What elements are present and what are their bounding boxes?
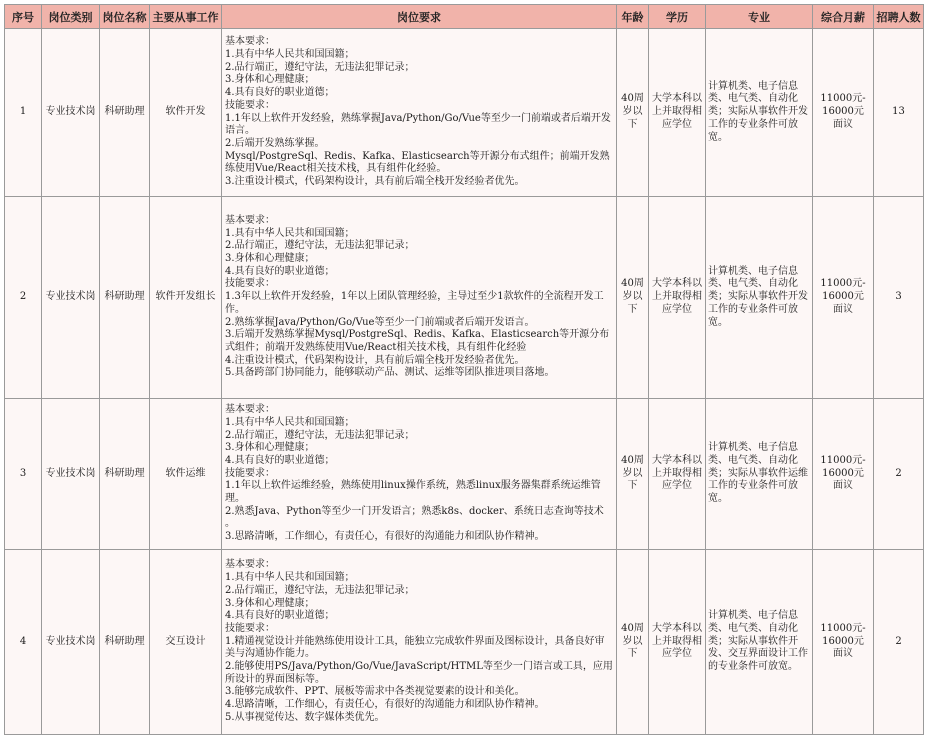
requirement-line: 3.注重设计模式，代码架构设计，具有前后端全栈开发经验者优先。	[225, 176, 525, 188]
header-major: 专业	[706, 5, 813, 29]
cell-category: 专业技术岗	[42, 550, 100, 735]
requirement-line: 3.后端开发熟练掌握Mysql/PostgreSql、Redis、Kafka、Elasticsearch等开源分布式组件；前端开发熟练使用Vue/React相关技术栈，具有组件化经验	[225, 329, 610, 353]
table-row	[5, 197, 924, 399]
salary-line: 面议	[833, 118, 853, 130]
requirement-line: 4.具有良好的职业道德；	[225, 454, 335, 466]
requirement-line: 3.身体和心理健康；	[225, 74, 315, 86]
cell-salary	[813, 399, 874, 550]
requirement-line: 4.注重设计模式，代码架构设计，具有前后端全栈开发经验者优先。	[225, 354, 525, 366]
header-row	[5, 5, 924, 29]
salary-line: 16000元	[822, 467, 864, 479]
requirement-line: 2.品行端正，遵纪守法，无违法犯罪记录；	[225, 240, 415, 252]
requirement-line: 4.具有良好的职业道德；	[225, 610, 335, 622]
requirement-line: 4.思路清晰，工作细心，有责任心，有很好的沟通能力和团队协作精神。	[225, 699, 545, 711]
cell-no: 2	[5, 197, 42, 399]
cell-education: 大学本科以上并取得相应学位	[649, 197, 706, 399]
cell-name: 科研助理	[100, 197, 150, 399]
requirement-line: 1.具有中华人民共和国国籍；	[225, 227, 355, 239]
requirement-line: 2.品行端正，遵纪守法，无违法犯罪记录；	[225, 429, 415, 441]
cell-name: 科研助理	[100, 550, 150, 735]
cell-major: 计算机类、电子信息类、电气类、自动化类；实际从事软件开发工作的专业条件可放宽。	[706, 197, 813, 399]
requirement-line: 1.1年以上软件运维经验，熟练使用linux操作系统，熟悉linux服务器集群系统运维管理。	[225, 480, 601, 505]
table-row	[5, 550, 924, 735]
cell-salary	[813, 197, 874, 399]
requirement-line: 基本要求：	[225, 214, 275, 226]
cell-work: 软件运维	[150, 399, 222, 550]
cell-age: 40周岁以下	[617, 399, 649, 550]
salary-line: 16000元	[822, 635, 864, 647]
requirement-line: 1.1年以上软件开发经验，熟练掌握Java/Python/Go/Vue等至少一门前端或者后端开发语言。	[225, 112, 611, 137]
table-row	[5, 399, 924, 550]
salary-line: 11000元-	[820, 622, 866, 634]
requirement-line: 技能要求：	[225, 467, 275, 479]
cell-category: 专业技术岗	[42, 399, 100, 550]
header-age: 年龄	[617, 5, 649, 29]
requirement-line: 4.具有良好的职业道德；	[225, 265, 335, 277]
requirement-line: 3.身体和心理健康；	[225, 442, 315, 454]
cell-age: 40周岁以下	[617, 29, 649, 197]
header-work: 主要从事工作	[150, 5, 222, 29]
cell-education: 大学本科以上并取得相应学位	[649, 399, 706, 550]
cell-no: 1	[5, 29, 42, 197]
requirement-line: 1.具有中华人民共和国国籍；	[225, 48, 355, 60]
cell-category: 专业技术岗	[42, 29, 100, 197]
requirement-line: 技能要求：	[225, 278, 275, 290]
cell-work: 软件开发	[150, 29, 222, 197]
requirement-line: 1.具有中华人民共和国国籍；	[225, 416, 355, 428]
header-no: 序号	[5, 5, 42, 29]
requirement-line: 。	[225, 518, 235, 530]
cell-count: 2	[874, 399, 924, 550]
cell-count: 2	[874, 550, 924, 735]
cell-no: 4	[5, 550, 42, 735]
salary-line: 面议	[833, 303, 853, 315]
requirement-line: 2.后端开发熟练掌握。	[225, 137, 325, 149]
cell-work: 交互设计	[150, 550, 222, 735]
cell-requirements	[222, 550, 617, 735]
requirement-line: 2.品行端正，遵纪守法，无违法犯罪记录；	[225, 584, 415, 596]
header-salary: 综合月薪	[813, 5, 874, 29]
cell-major: 计算机类、电子信息类、电气类、自动化类；实际从事软件开发工作的专业条件可放宽。	[706, 29, 813, 197]
cell-age: 40周岁以下	[617, 197, 649, 399]
requirement-line: 3.身体和心理健康；	[225, 253, 315, 265]
requirement-line: 5.具备跨部门协同能力，能够联动产品、测试、运维等团队推进项目落地。	[225, 367, 555, 379]
salary-line: 面议	[833, 480, 853, 492]
header-count: 招聘人数	[874, 5, 924, 29]
cell-name: 科研助理	[100, 29, 150, 197]
salary-line: 11000元-	[820, 454, 866, 466]
header-name: 岗位名称	[100, 5, 150, 29]
requirement-line: 5.从事视觉传达、数字媒体类优先。	[225, 711, 385, 723]
requirement-line: 3.身体和心理健康；	[225, 597, 315, 609]
header-category: 岗位类别	[42, 5, 100, 29]
table-row	[5, 29, 924, 197]
salary-line: 面议	[833, 648, 853, 660]
requirement-line: 4.具有良好的职业道德；	[225, 87, 335, 99]
cell-age: 40周岁以下	[617, 550, 649, 735]
requirement-line: 3.思路清晰，工作细心，有责任心，有很好的沟通能力和团队协作精神。	[225, 531, 545, 543]
cell-category: 专业技术岗	[42, 197, 100, 399]
requirement-line: 2.品行端正，遵纪守法，无违法犯罪记录；	[225, 61, 415, 73]
cell-work: 软件开发组长	[150, 197, 222, 399]
cell-count: 3	[874, 197, 924, 399]
requirement-line: 1.3年以上软件开发经验，1年以上团队管理经验，主导过至少1款软件的全流程开发工作。	[225, 291, 604, 315]
requirement-line: 基本要求：	[225, 36, 275, 48]
requirement-line: Mysql/PostgreSql、Redis、Kafka、Elasticsearch等开源分布式组件；前端开发熟练使用Vue/React相关技术栈，具有组件化经验。	[225, 150, 610, 175]
cell-name: 科研助理	[100, 399, 150, 550]
requirement-line: 技能要求：	[225, 99, 275, 111]
cell-requirements	[222, 29, 617, 197]
cell-education: 大学本科以上并取得相应学位	[649, 550, 706, 735]
requirement-line: 技能要求：	[225, 622, 275, 634]
salary-line: 11000元-	[820, 93, 866, 105]
requirement-line: 1.精通视觉设计并能熟练使用设计工具，能独立完成软件界面及图标设计，具备良好审美与沟通协作能力。	[225, 635, 605, 660]
salary-line: 16000元	[822, 106, 864, 118]
cell-major: 计算机类、电子信息类、电气类、自动化类；实际从事软件开发、交互界面设计工作的专业条件可放宽。	[706, 550, 813, 735]
cell-salary	[813, 29, 874, 197]
salary-line: 16000元	[822, 291, 864, 303]
cell-major: 计算机类、电子信息类、电气类、自动化类；实际从事软件运维工作的专业条件可放宽。	[706, 399, 813, 550]
cell-requirements	[222, 197, 617, 399]
cell-education: 大学本科以上并取得相应学位	[649, 29, 706, 197]
header-requirements: 岗位要求	[222, 5, 617, 29]
requirement-line: 2.熟练掌握Java/Python/Go/Vue等至少一门前端或者后端开发语言。	[225, 316, 535, 328]
header-education: 学历	[649, 5, 706, 29]
cell-count: 13	[874, 29, 924, 197]
requirement-line: 2.熟悉Java、Python等至少一门开发语言；熟悉k8s、docker、系统日志查询等技术	[225, 505, 604, 517]
requirement-line: 基本要求：	[225, 559, 275, 571]
cell-no: 3	[5, 399, 42, 550]
recruitment-table	[4, 4, 924, 735]
requirement-line: 基本要求：	[225, 404, 275, 416]
requirement-line: 3.能够完成软件、PPT、展板等需求中各类视觉要素的设计和美化。	[225, 686, 525, 698]
cell-salary	[813, 550, 874, 735]
cell-requirements	[222, 399, 617, 550]
salary-line: 11000元-	[820, 278, 866, 290]
requirement-line: 1.具有中华人民共和国国籍；	[225, 572, 355, 584]
requirement-line: 2.能够使用PS/Java/Python/Go/Vue/JavaScript/HTML等至少一门语言或工具，应用所设计的界面图标等。	[225, 661, 613, 685]
